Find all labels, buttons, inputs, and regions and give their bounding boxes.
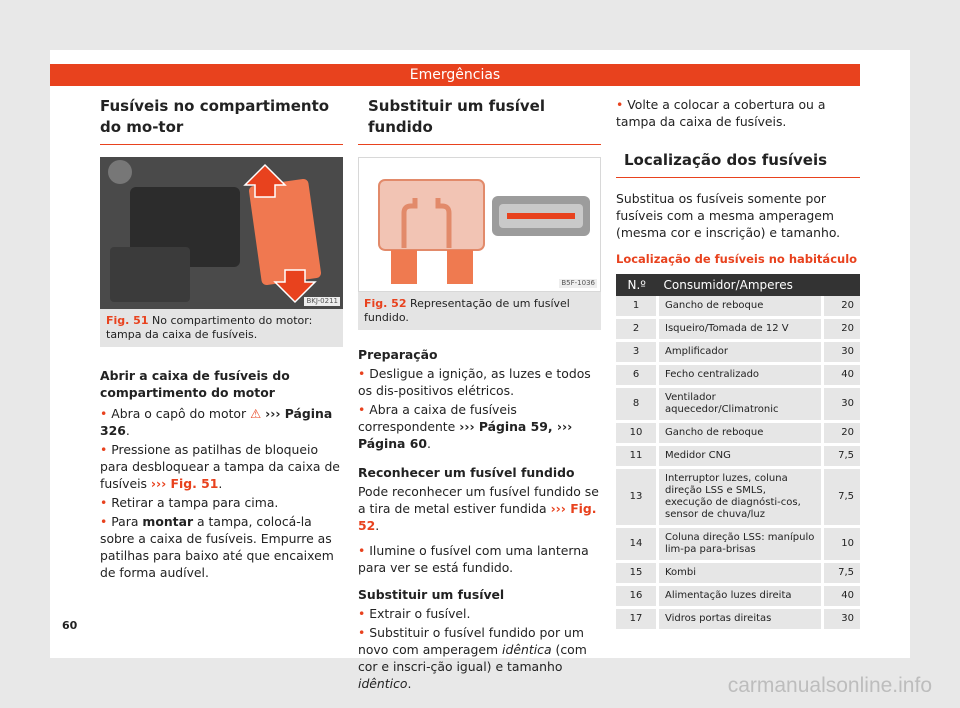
fuse-consumer: Vidros portas direitas: [658, 608, 823, 631]
fuse-amperes: 7,5: [823, 468, 861, 527]
fuse-amperes: 30: [823, 341, 861, 364]
subtitle-prep: Preparação: [358, 347, 438, 362]
table-row: [616, 318, 860, 341]
fuse-consumer: Isqueiro/Tomada de 12 V: [658, 318, 823, 341]
fuse-amperes: 20: [823, 318, 861, 341]
fuse-amperes: 10: [823, 527, 861, 562]
fuse-number: 13: [616, 468, 658, 527]
fuse-amperes: 20: [823, 296, 861, 318]
table-row: [616, 422, 860, 445]
fuse-number: 17: [616, 608, 658, 631]
fuse-amperes: 40: [823, 364, 861, 387]
subtitle-replace: Substituir um fusível: [358, 587, 505, 602]
subtitle-open-box: Abrir a caixa de fusíveis do compartimento do motor: [100, 368, 290, 400]
fuse-consumer: Coluna direção LSS: manípulo lim-pa para-brisas: [658, 527, 823, 562]
table-row: [616, 387, 860, 422]
bullet-1: • Abra o capô do motor ⚠ ››› Página 326.: [100, 406, 333, 438]
bullet-1: • Volte a colocar a cobertura ou a tampa da caixa de fusíveis.: [616, 97, 826, 129]
fuse-amperes: 40: [823, 585, 861, 608]
fuse-consumer: Alimentação luzes direita: [658, 585, 823, 608]
fuse-consumer: Medidor CNG: [658, 445, 823, 468]
header-number: N.º: [616, 274, 658, 296]
column-3: [616, 96, 860, 632]
table-title: Localização de fusíveis no habitáculo: [616, 252, 858, 266]
bullet-5: • Substituir o fusível fundido por um novo com amperagem idêntica (com cor e inscri-ção igual) e tamanho idêntico.: [358, 625, 587, 691]
fig-link[interactable]: ››› Fig. 51: [150, 476, 219, 491]
engine-compartment-illustration: [100, 157, 343, 309]
fuse-amperes: 30: [823, 608, 861, 631]
header-consumer: Consumidor/Amperes: [658, 274, 861, 296]
fig-link[interactable]: ››› Fig. 52: [358, 501, 597, 533]
figure-code: B5F-1036: [561, 279, 595, 287]
fuse-amperes: 30: [823, 387, 861, 422]
recognize-text: Pode reconhecer um fusível fundido se a tira de metal estiver fundida ››› Fig. 52.: [358, 484, 599, 533]
fuse-number: 15: [616, 562, 658, 585]
subtitle-recognize: Reconhecer um fusível fundido: [358, 465, 575, 480]
fuse-consumer: Gancho de reboque: [658, 422, 823, 445]
section-header: Emergências: [50, 64, 860, 86]
bullet-3: • Retirar a tampa para cima.: [100, 495, 279, 510]
fuse-consumer: Gancho de reboque: [658, 296, 823, 318]
fuse-number: 6: [616, 364, 658, 387]
table-row: [616, 562, 860, 585]
warning-icon: ⚠: [250, 406, 262, 421]
section-title-engine-fuses: Fusíveis no compartimento do mo-tor: [100, 96, 343, 145]
table-row: [616, 608, 860, 631]
fuse-consumer: Kombi: [658, 562, 823, 585]
watermark: carmanualsonline.info: [727, 674, 932, 697]
fuse-number: 10: [616, 422, 658, 445]
figure-blown-fuse: [358, 157, 601, 292]
figure-engine-fuse-box: [100, 157, 343, 309]
fuse-number: 1: [616, 296, 658, 318]
page-number: 60: [62, 619, 78, 632]
fuse-consumer: Interruptor luzes, coluna direção LSS e SMLS, execução de diagnósti-cos, sensor de chuva/luz: [658, 468, 823, 527]
column-1: [100, 96, 343, 581]
table-row: [616, 468, 860, 527]
table-row: [616, 341, 860, 364]
figure-code: BKJ-0211: [306, 297, 338, 305]
fuse-consumer: Fecho centralizado: [658, 364, 823, 387]
column-2: [358, 96, 601, 692]
caption-text: Representação de um fusível fundido.: [364, 297, 570, 324]
bullet-4: • Para montar a tampa, colocá-la sobre a caixa de fusíveis. Empurre as patilhas para baixo até que encaixem de forma audível.: [100, 514, 334, 580]
page-link[interactable]: ››› Página 59, ››› Página 60: [358, 419, 573, 451]
table-row: [616, 527, 860, 562]
bullet-1: • Desligue a ignição, as luzes e todos os dis-positivos elétricos.: [358, 366, 591, 398]
page-link[interactable]: ››› Página 326: [100, 406, 333, 438]
caption-ref: Fig. 51: [106, 314, 149, 327]
figure-caption: [100, 309, 343, 347]
table-row: [616, 364, 860, 387]
intro-text: Substitua os fusíveis somente por fusíveis com a mesma amperagem (mesma cor e inscrição) e tamanho.: [616, 191, 841, 240]
fuse-number: 11: [616, 445, 658, 468]
fuse-number: 8: [616, 387, 658, 422]
caption-ref: Fig. 52: [364, 297, 407, 310]
bullet-3: • Ilumine o fusível com uma lanterna para ver se está fundido.: [358, 543, 589, 575]
fuse-number: 14: [616, 527, 658, 562]
fuse-number: 2: [616, 318, 658, 341]
fuse-number: 3: [616, 341, 658, 364]
figure-caption: [358, 292, 601, 330]
fuse-amperes: 7,5: [823, 562, 861, 585]
section-title-replace-fuse: Substituir um fusível fundido: [358, 96, 601, 145]
caption-text: No compartimento do motor: tampa da caixa de fusíveis.: [106, 314, 313, 341]
bullet-4: • Extrair o fusível.: [358, 606, 471, 621]
fuse-consumer: Amplificador: [658, 341, 823, 364]
bullet-2: • Pressione as patilhas de bloqueio para desbloquear a tampa da caixa de fusíveis ››› Fig. 51.: [100, 442, 340, 491]
fuse-consumer: Ventilador aquecedor/Climatronic: [658, 387, 823, 422]
fuse-number: 16: [616, 585, 658, 608]
table-row: [616, 445, 860, 468]
section-title-fuse-location: Localização dos fusíveis: [616, 150, 860, 178]
blown-fuse-illustration: [359, 158, 600, 291]
table-header-row: [616, 274, 860, 296]
fuse-amperes: 7,5: [823, 445, 861, 468]
bullet-2: • Abra a caixa de fusíveis correspondente ››› Página 59, ››› Página 60.: [358, 402, 573, 451]
table-row: [616, 585, 860, 608]
fuse-amperes: 20: [823, 422, 861, 445]
fuse-table: [616, 274, 860, 632]
table-row: [616, 296, 860, 318]
